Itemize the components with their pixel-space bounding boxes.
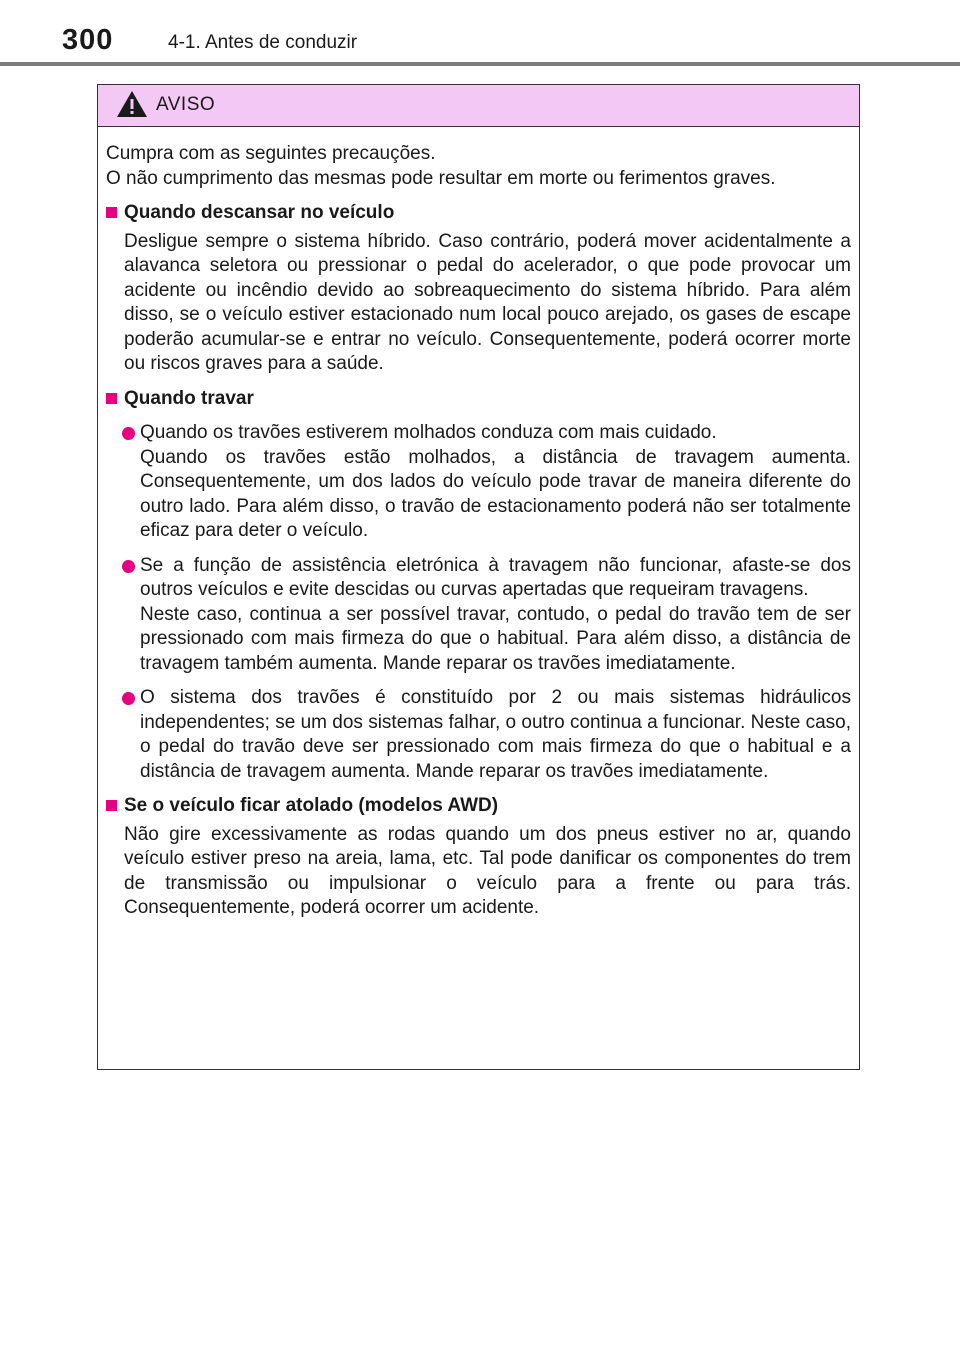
- bullet-text: Quando os travões estão molhados, a distância de travagem aumenta. Consequentemente, um dos lados do veículo pode travar de maneira diferente do outro lado. Para além disso, o travão de estacionamento poderá não ser totalmente eficaz para deter o veículo.: [140, 446, 851, 541]
- warning-body: [98, 127, 859, 921]
- warning-box: [97, 84, 860, 1070]
- section-heading: Quando descansar no veículo: [106, 201, 851, 226]
- intro-line: O não cumprimento das mesmas pode resultar em morte ou ferimentos graves.: [106, 167, 776, 189]
- section-text: Não gire excessivamente as rodas quando um dos pneus estiver no ar, quando veículo estiver preso na areia, lama, etc. Tal pode danificar os componentes do trem de transmissão ou impulsionar o veículo para a frente ou para trás. Consequentemente, poderá ocorrer um acidente.: [124, 823, 851, 918]
- section-text: Desligue sempre o sistema híbrido. Caso contrário, poderá mover acidentalmente a alavanca seletora ou pressionar o pedal do acelerador, o que pode provocar um acidente ou incêndio devido ao sobreaquecimento do sistema híbrido. Para além disso, se o veículo estiver estacionado num local pouco arejado, os gases de escape poderão acumular-se e entrar no veículo. Consequentemente, poderá ocorrer morte ou riscos graves para a saúde.: [124, 230, 851, 374]
- list-item: [106, 686, 851, 784]
- square-bullet-icon: [106, 393, 117, 404]
- list-item: [106, 554, 851, 677]
- bullet-text: Se a função de assistência eletrónica à travagem não funcionar, afaste-se dos outros veículos e evite descidas ou curvas apertadas que requeiram travagens.: [140, 554, 851, 600]
- circle-bullet-icon: [122, 560, 135, 573]
- bullet-text: O sistema dos travões é constituído por 2 ou mais sistemas hidráulicos independentes; se um dos sistemas falhar, o outro continua a funcionar. Neste caso, o pedal do travão deve ser pressionado com mais firmeza do que o habitual e a distância de travagem aumenta. Mande reparar os travões imediatamente.: [140, 687, 851, 782]
- square-bullet-icon: [106, 800, 117, 811]
- warning-header: [98, 85, 859, 127]
- list-item: [106, 421, 851, 544]
- intro-line: Cumpra com as seguintes precauções.: [106, 143, 436, 164]
- warning-title: AVISO: [156, 94, 216, 115]
- section-title: 4-1. Antes de conduzir: [168, 32, 358, 53]
- header-divider: [0, 62, 960, 66]
- bullet-text: Quando os travões estiverem molhados conduza com mais cuidado.: [140, 422, 717, 443]
- circle-bullet-icon: [122, 692, 135, 705]
- bullet-text: Neste caso, continua a ser possível travar, contudo, o pedal do travão tem de ser pressionado com mais firmeza do que o habitual. Para além disso, a distância de travagem também aumenta. Mande reparar os travões imediatamente.: [140, 603, 851, 674]
- section-heading: Quando travar: [106, 387, 851, 412]
- square-bullet-icon: [106, 207, 117, 218]
- warning-triangle-icon: [116, 90, 148, 118]
- page-number: 300: [62, 24, 114, 56]
- section-heading: Se o veículo ficar atolado (modelos AWD): [106, 794, 851, 819]
- page-header: [0, 0, 960, 66]
- circle-bullet-icon: [122, 427, 135, 440]
